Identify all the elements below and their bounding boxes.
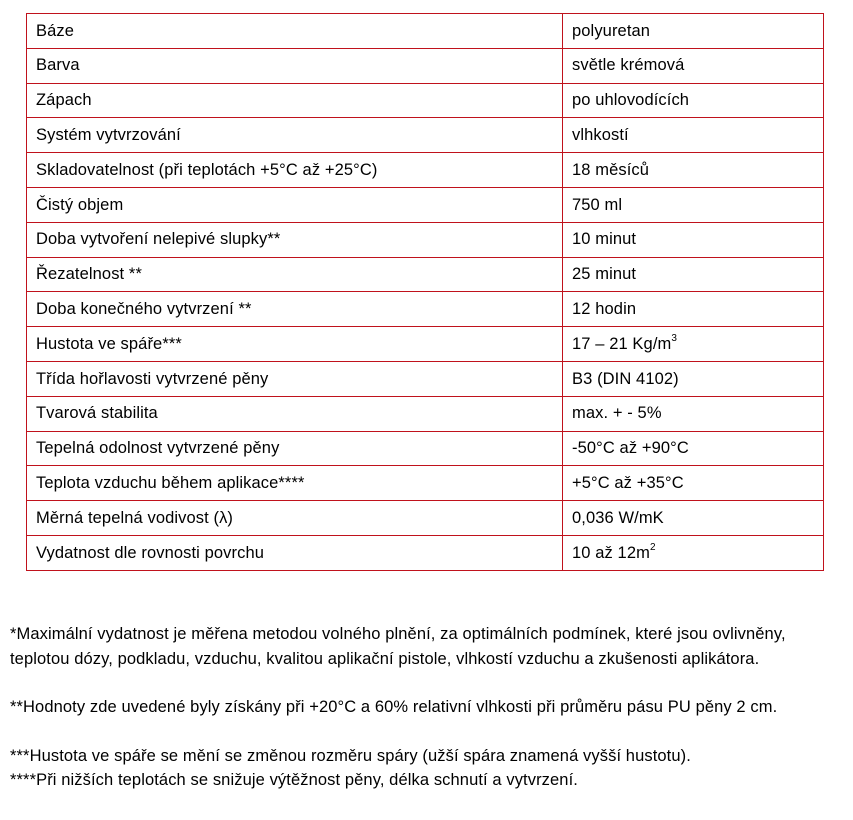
property-value-text: max. + - 5% xyxy=(572,404,662,423)
footnote-3: ***Hustota ve spáře se mění se změnou rozměru spáry (užší spára znamená vyšší hustotu). xyxy=(10,746,691,765)
property-label: Vydatnost dle rovnosti povrchu xyxy=(27,535,563,570)
property-value xyxy=(563,327,824,362)
footnote-4: ****Při nižších teplotách se snižuje výtěžnost pěny, délka schnutí a vytvrzení. xyxy=(10,771,578,789)
property-value xyxy=(563,431,824,466)
spec-table xyxy=(26,13,824,571)
property-value xyxy=(563,187,824,222)
property-value xyxy=(563,466,824,501)
property-label: Měrná tepelná vodivost (λ) xyxy=(27,501,563,536)
property-label: Systém vytvrzování xyxy=(27,118,563,153)
property-value xyxy=(563,292,824,327)
property-value xyxy=(563,14,824,49)
property-label: Řezatelnost ** xyxy=(27,257,563,292)
property-label: Barva xyxy=(27,48,563,83)
property-value xyxy=(563,118,824,153)
property-value xyxy=(563,222,824,257)
table-row xyxy=(27,83,824,118)
property-value-text: 17 – 21 Kg/m xyxy=(572,334,672,353)
property-label: Hustota ve spáře*** xyxy=(27,327,563,362)
table-row xyxy=(27,431,824,466)
property-value-text: po uhlovodících xyxy=(572,91,690,110)
property-value-text: 10 minut xyxy=(572,230,637,249)
table-row xyxy=(27,222,824,257)
table-row xyxy=(27,292,824,327)
property-value xyxy=(563,83,824,118)
property-label: Skladovatelnost (při teplotách +5°C až +25°C) xyxy=(27,153,563,188)
table-row xyxy=(27,153,824,188)
property-value xyxy=(563,257,824,292)
table-row xyxy=(27,14,824,49)
property-value xyxy=(563,396,824,431)
property-label: Báze xyxy=(27,14,563,49)
table-row xyxy=(27,327,824,362)
property-label: Doba vytvoření nelepivé slupky** xyxy=(27,222,563,257)
property-value-text: 18 měsíců xyxy=(572,160,650,179)
property-value-text: 10 až 12m xyxy=(572,543,650,562)
table-row xyxy=(27,535,824,570)
property-value-text: světle krémová xyxy=(572,56,685,75)
property-label: Třída hořlavosti vytvrzené pěny xyxy=(27,361,563,396)
property-label: Teplota vzduchu během aplikace**** xyxy=(27,466,563,501)
footnote-1: *Maximální vydatnost je měřena metodou volného plnění, za optimálních podmínek, které jsou ovlivněny, teplotou dózy, podkladu, vzduchu, kvalitou aplikační pistole, vlhkostí vzduchu a zkušenosti aplikátora. xyxy=(10,625,786,668)
table-row xyxy=(27,396,824,431)
table-row xyxy=(27,501,824,536)
property-label: Zápach xyxy=(27,83,563,118)
property-value-text: 12 hodin xyxy=(572,300,637,319)
property-value xyxy=(563,535,824,570)
property-label: Tvarová stabilita xyxy=(27,396,563,431)
property-value xyxy=(563,361,824,396)
property-value-text: polyuretan xyxy=(572,21,651,40)
table-row xyxy=(27,118,824,153)
property-label: Čistý objem xyxy=(27,187,563,222)
unit-exponent: 2 xyxy=(649,541,656,553)
unit-exponent: 3 xyxy=(671,332,678,344)
table-row xyxy=(27,361,824,396)
footnotes xyxy=(10,622,840,793)
property-value-text: -50°C až +90°C xyxy=(572,439,689,458)
property-value-text: B3 (DIN 4102) xyxy=(572,369,679,388)
property-value-text: 25 minut xyxy=(572,265,637,284)
property-value xyxy=(563,48,824,83)
table-row xyxy=(27,187,824,222)
property-label: Doba konečného vytvrzení ** xyxy=(27,292,563,327)
property-value-text: +5°C až +35°C xyxy=(572,474,684,492)
property-value-text: vlhkostí xyxy=(572,126,629,145)
table-row xyxy=(27,257,824,292)
footnote-2: **Hodnoty zde uvedené byly získány při +20°C a 60% relativní vlhkosti při průměru pásu PU pěny 2 cm. xyxy=(10,698,778,716)
property-value-text: 0,036 W/mK xyxy=(572,508,664,527)
property-label: Tepelná odolnost vytvrzené pěny xyxy=(27,431,563,466)
property-value xyxy=(563,501,824,536)
table-row xyxy=(27,48,824,83)
spec-table-body xyxy=(27,14,824,571)
table-row xyxy=(27,466,824,501)
property-value xyxy=(563,153,824,188)
property-value-text: 750 ml xyxy=(572,195,623,214)
